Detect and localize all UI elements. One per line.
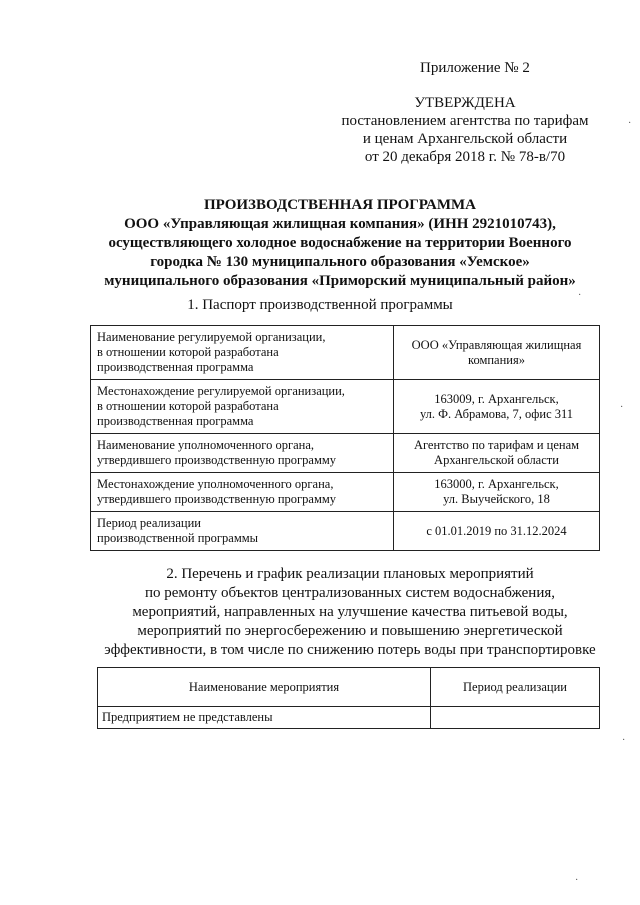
title-line: ООО «Управляющая жилищная компания» (ИНН 2921010743), (124, 216, 556, 232)
section-2-line: по ремонту объектов централизованных систем водоснабжения, (144, 585, 555, 601)
label-line: Наименование уполномоченного органа, (97, 438, 314, 452)
label-line: Местонахождение регулируемой организации, (97, 384, 345, 398)
table-row (91, 380, 600, 434)
scan-mark: · (578, 290, 582, 301)
value-line: ул. Выучейского, 18 (443, 492, 550, 506)
table-cell: Предприятием не представлены (98, 707, 431, 729)
table-row (91, 326, 600, 380)
label-line: в отношении которой разработана (97, 399, 279, 413)
scan-mark: · (622, 735, 626, 746)
value-line: 163000, г. Архангельск, (434, 477, 559, 491)
label-line: производственной программы (97, 531, 259, 545)
label-line: в отношении которой разработана (97, 345, 279, 359)
document-title (90, 196, 590, 291)
section-2-line: эффективности, в том числе по снижению потерь воды при транспортировке (104, 642, 596, 658)
row-label (91, 434, 394, 473)
label-line: Наименование регулируемой организации, (97, 330, 326, 344)
title-line: ПРОИЗВОДСТВЕННАЯ ПРОГРАММА (203, 197, 476, 213)
row-label (91, 326, 394, 380)
value-line: 163009, г. Архангельск, (434, 391, 559, 406)
section-2-title (100, 565, 600, 660)
table-row (91, 473, 600, 512)
row-value (394, 380, 600, 434)
value-line: компания» (468, 352, 525, 367)
title-line: муниципального образования «Приморский муниципальный район» (104, 273, 576, 289)
title-line: осуществляющего холодное водоснабжение на территории Военного (108, 235, 572, 251)
table-row (91, 512, 600, 551)
scan-mark: · (620, 402, 624, 413)
row-value (394, 434, 600, 473)
value-line: ул. Ф. Абрамова, 7, офис 311 (419, 406, 574, 421)
row-value (394, 326, 600, 380)
approval-line: от 20 декабря 2018 г. № 78-в/70 (364, 149, 566, 165)
value-line: с 01.01.2019 по 31.12.2024 (426, 523, 567, 538)
section-2-line: мероприятий по энергосбережению и повышению энергетической (137, 623, 563, 639)
value-line: Агентство по тарифам и ценам (413, 438, 580, 452)
scan-mark: · (628, 118, 632, 129)
row-label (91, 512, 394, 551)
table-row (91, 434, 600, 473)
row-value (394, 512, 600, 551)
title-line: городка № 130 муниципального образования «Уемское» (150, 254, 530, 270)
row-label (91, 473, 394, 512)
row-value (394, 473, 600, 512)
approval-heading: УТВЕРЖДЕНА (414, 95, 516, 111)
table-header-row (98, 668, 600, 707)
label-line: утвердившего производственную программу (97, 492, 337, 506)
label-line: утвердившего производственную программу (97, 453, 337, 467)
column-header: Наименование мероприятия (98, 668, 431, 707)
section-2-line: 2. Перечень и график реализации плановых мероприятий (166, 566, 534, 582)
value-line: Архангельской области (434, 453, 559, 467)
label-line: Местонахождение уполномоченного органа, (97, 477, 334, 491)
value-line: ООО «Управляющая жилищная (411, 337, 582, 352)
section-2-line: мероприятий, направленных на улучшение качества питьевой воды, (132, 604, 568, 620)
label-line: производственная программа (97, 414, 254, 428)
table-row (98, 707, 600, 729)
appendix-label: Приложение № 2 (420, 60, 530, 76)
approval-line: постановлением агентства по тарифам (341, 113, 589, 129)
section-1-title: 1. Паспорт производственной программы (187, 297, 453, 313)
passport-table (90, 325, 600, 551)
row-label (91, 380, 394, 434)
plan-table (97, 667, 600, 729)
table-cell (431, 707, 600, 729)
approval-line: и ценам Архангельской области (362, 131, 568, 147)
approval-block (340, 94, 590, 166)
scan-mark: · (575, 875, 579, 886)
column-header: Период реализации (431, 668, 600, 707)
label-line: Период реализации (97, 516, 201, 530)
label-line: производственная программа (97, 360, 254, 374)
